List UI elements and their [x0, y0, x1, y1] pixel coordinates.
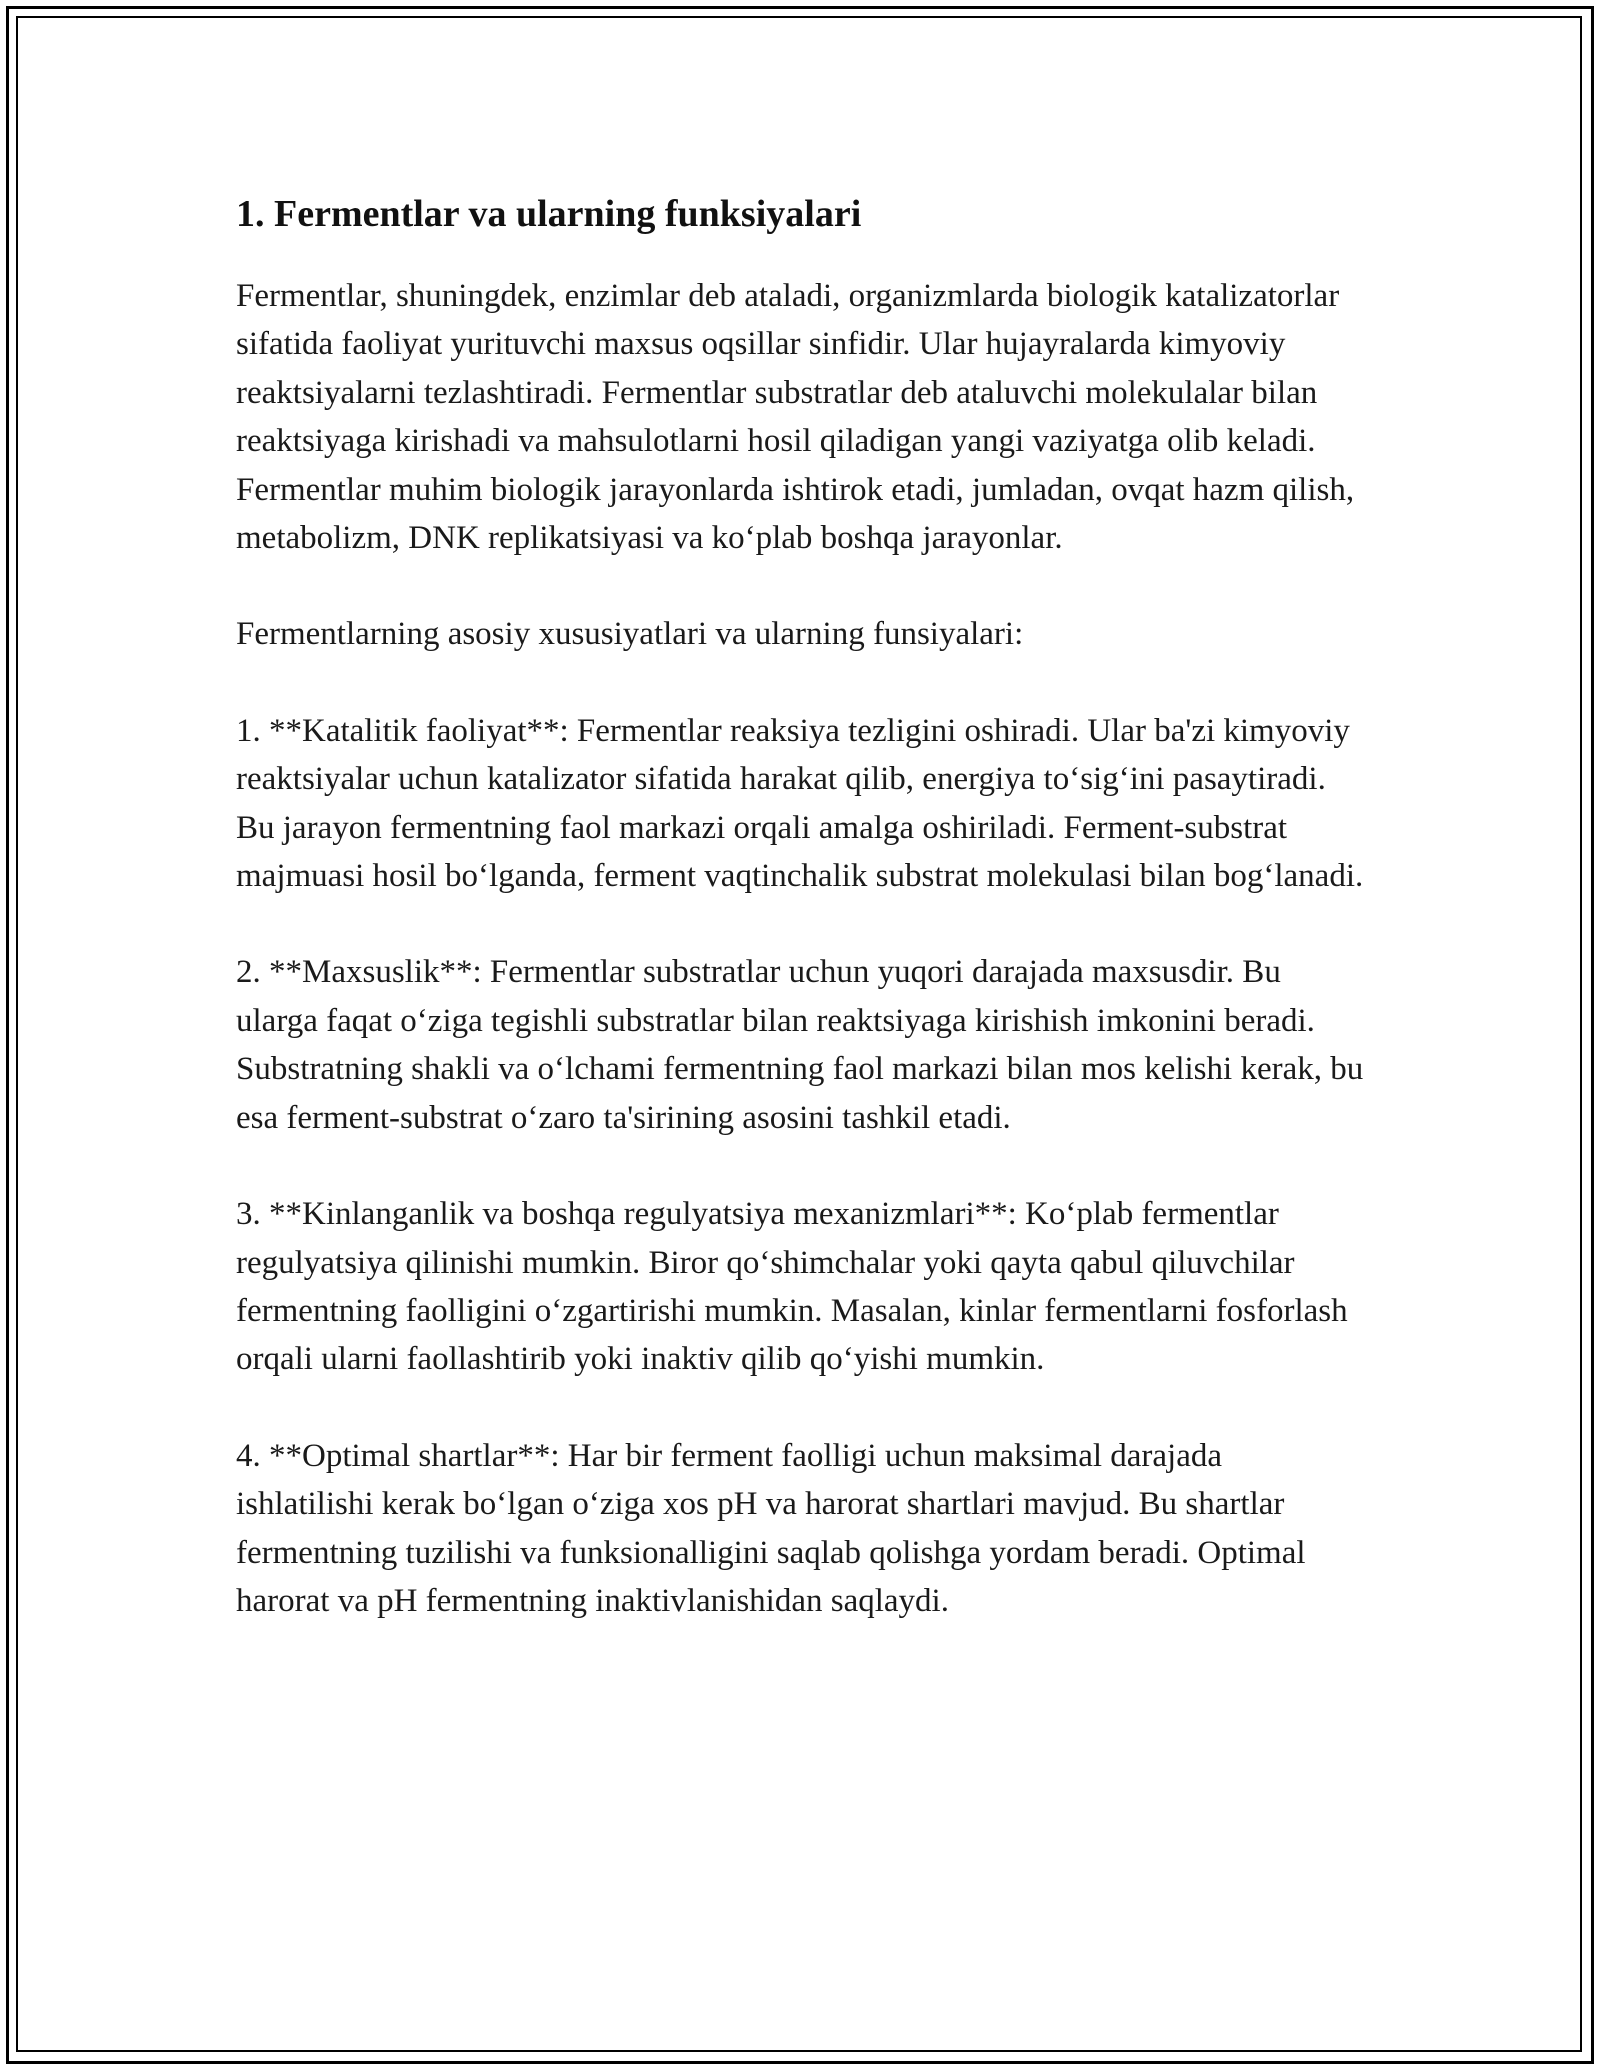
list-item-specificity: 2. **Maxsuslik**: Fermentlar substratlar uchun yuqori darajada maxsusdir. Bu ularga faqat o‘ziga tegishli substratlar bilan reaktsiyaga kirishish imkonini beradi. Substratning shakli va o‘lchami fermentning faol markazi bilan mos kelishi kerak, bu esa ferment-substrat o‘zaro ta'sirining asosini tashkil etadi. — [236, 954, 1364, 1136]
list-item-regulation: 3. **Kinlanganlik va boshqa regulyatsiya mexanizmlari**: Ko‘plab fermentlar regulyatsiya qilinishi mumkin. Biror qo‘shimchalar yoki qayta qabul qiluvchilar fermentning faolligini o‘zgartirishi mumkin. Masalan, kinlar fermentlarni fosforlash orqali ularni faollashtirib yoki inaktiv qilib qo‘yishi mumkin. — [236, 1196, 1348, 1378]
list-intro-paragraph: Fermentlarning asosiy xususiyatlari va ularning funsiyalari: — [236, 616, 1024, 653]
intro-paragraph: Fermentlar, shuningdek, enzimlar deb ataladi, organizmlarda biologik katalizatorlar sifatida faoliyat yurituvchi maxsus oqsillar sinfidir. Ular hujayralarda kimyoviy reaktsiyalarni tezlashtiradi. Fermentlar substratlar deb ataluvchi molekulalar bilan reaktsiyaga kirishadi va mahsulotlarni hosil qiladigan yangi vaziyatga olib keladi. Fermentlar muhim biologik jarayonlarda ishtirok etadi, jumladan, ovqat hazm qilish, metabolizm, DNK replikatsiyasi va ko‘plab boshqa jarayonlar. — [236, 278, 1355, 557]
document-body — [236, 186, 1366, 1673]
list-item-optimal-conditions: 4. **Optimal shartlar**: Har bir ferment faolligi uchun maksimal darajada ishlatilishi kerak bo‘lgan o‘ziga xos pH va harorat shartlari mavjud. Bu shartlar fermentning tuzilishi va funksionalligini saqlab qolishga yordam beradi. Optimal harorat va pH fermentning inaktivlanishidan saqlaydi. — [236, 1437, 1306, 1619]
list-item-catalytic-activity: 1. **Katalitik faoliyat**: Fermentlar reaksiya tezligini oshiradi. Ular ba'zi kimyoviy reaktsiyalar uchun katalizator sifatida harakat qilib, energiya to‘sig‘ini pasaytiradi. Bu jarayon fermentning faol markazi orqali amalga oshiriladi. Ferment-substrat majmuasi hosil bo‘lganda, ferment vaqtinchalik substrat molekulasi bilan bog‘lanadi. — [236, 712, 1364, 895]
document-heading: 1. Fermentlar va ularning funksiyalari — [236, 193, 862, 235]
